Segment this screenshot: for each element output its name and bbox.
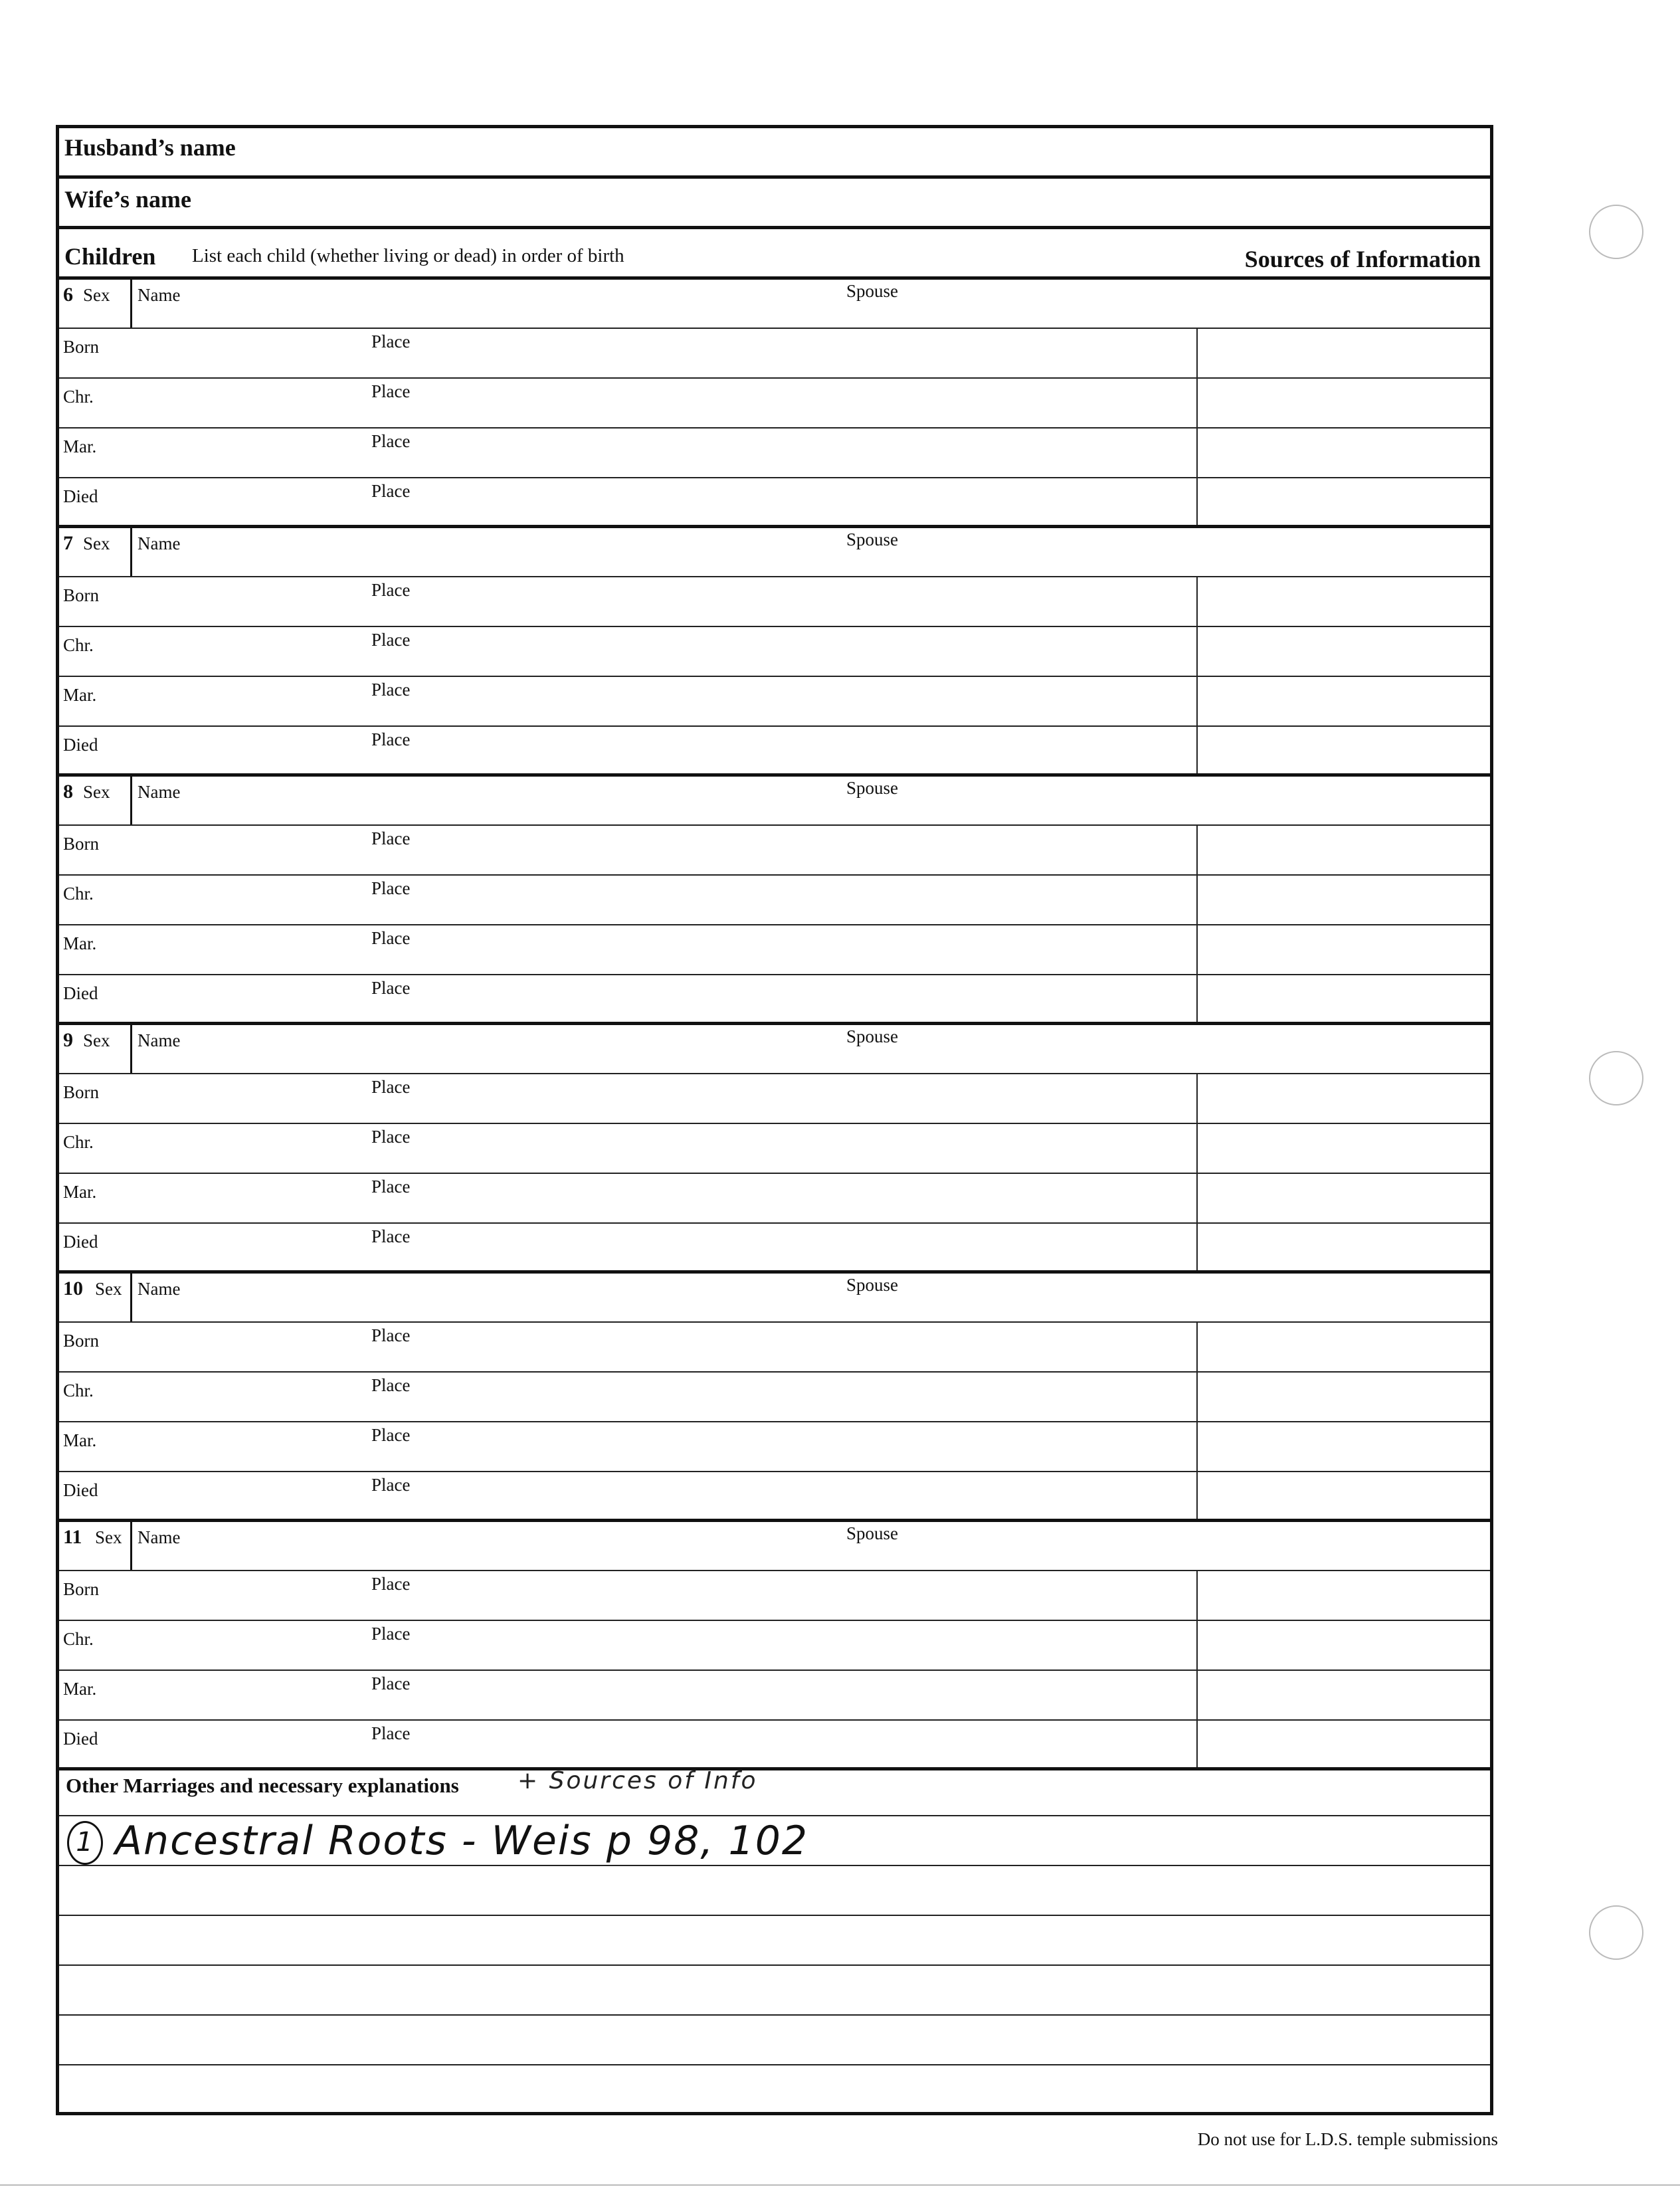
- spouse-label: Spouse: [846, 529, 899, 549]
- other-marriages-section[interactable]: [59, 1767, 1490, 2112]
- child-born-row[interactable]: [59, 1570, 1490, 1620]
- mar-label: Mar.: [63, 933, 97, 953]
- child-sex-field[interactable]: [59, 777, 132, 824]
- sex-label: Sex: [83, 285, 110, 305]
- mar-label: Mar.: [63, 685, 97, 705]
- sex-label: Sex: [83, 782, 110, 802]
- name-label: Name: [138, 1279, 181, 1299]
- born-label: Born: [63, 1579, 99, 1599]
- sources-column-divider: [1196, 1321, 1198, 1519]
- spouse-label: Spouse: [846, 1523, 899, 1543]
- child-number: 6: [63, 284, 73, 306]
- footer-disclaimer: Do not use for L.D.S. temple submissions: [1197, 2129, 1498, 2149]
- sources-of-information-label: Sources of Information: [1244, 246, 1481, 272]
- place-label: Place: [371, 828, 411, 848]
- note-line[interactable]: [59, 2064, 1490, 2065]
- chr-label: Chr.: [63, 635, 94, 655]
- place-label: Place: [371, 928, 411, 948]
- note-line[interactable]: [59, 1815, 1490, 1816]
- child-number: 9: [63, 1029, 73, 1051]
- other-marriages-title: Other Marriages and necessary explanations: [66, 1774, 459, 1797]
- place-label: Place: [371, 1177, 411, 1196]
- sex-label: Sex: [95, 1279, 122, 1299]
- child-died-row[interactable]: [59, 477, 1490, 527]
- name-label: Name: [138, 285, 181, 305]
- born-label: Born: [63, 337, 99, 357]
- mar-label: Mar.: [63, 1430, 97, 1450]
- child-died-row[interactable]: [59, 725, 1490, 775]
- born-label: Born: [63, 1082, 99, 1102]
- husband-name-label: Husband’s name: [64, 134, 236, 161]
- child-died-row[interactable]: [59, 1471, 1490, 1521]
- place-label: Place: [371, 1127, 411, 1147]
- name-label: Name: [138, 1030, 181, 1050]
- child-born-row[interactable]: [59, 1321, 1490, 1371]
- place-label: Place: [371, 1723, 411, 1743]
- wife-name-label: Wife’s name: [64, 186, 191, 213]
- place-label: Place: [371, 580, 411, 600]
- child-born-row[interactable]: [59, 328, 1490, 377]
- place-label: Place: [371, 431, 411, 451]
- child-mar-row[interactable]: [59, 676, 1490, 725]
- wife-name-field[interactable]: [59, 179, 1490, 229]
- entry-number: 1: [67, 1821, 103, 1865]
- place-label: Place: [371, 381, 411, 401]
- mar-label: Mar.: [63, 1679, 97, 1699]
- spouse-label: Spouse: [846, 281, 899, 301]
- child-sex-field[interactable]: [59, 280, 132, 328]
- child-number: 8: [63, 781, 73, 803]
- mar-label: Mar.: [63, 1182, 97, 1202]
- name-label: Name: [138, 533, 181, 553]
- binder-hole: [1589, 205, 1643, 259]
- chr-label: Chr.: [63, 1132, 94, 1152]
- note-line[interactable]: [59, 1865, 1490, 1866]
- place-label: Place: [371, 1673, 411, 1693]
- spouse-label: Spouse: [846, 1026, 899, 1046]
- place-label: Place: [371, 1226, 411, 1246]
- note-line[interactable]: [59, 1964, 1490, 1966]
- place-label: Place: [371, 630, 411, 650]
- sources-column-divider: [1196, 824, 1198, 1022]
- died-label: Died: [63, 1480, 98, 1500]
- place-label: Place: [371, 481, 411, 501]
- binder-hole: [1589, 1051, 1643, 1105]
- entry-text: Ancestral Roots - Weis p 98, 102: [115, 1818, 809, 1864]
- place-label: Place: [371, 1425, 411, 1445]
- handwritten-sources-note: + Sources of Info: [517, 1767, 758, 1794]
- sources-column-divider: [1196, 576, 1198, 773]
- died-label: Died: [63, 735, 98, 755]
- page-edge: [0, 2184, 1680, 2186]
- binder-hole: [1589, 1905, 1643, 1960]
- child-died-row[interactable]: [59, 1222, 1490, 1272]
- children-header: [59, 229, 1490, 280]
- sex-label: Sex: [83, 1030, 110, 1050]
- sex-label: Sex: [83, 533, 110, 553]
- child-died-row[interactable]: [59, 974, 1490, 1024]
- place-label: Place: [371, 1325, 411, 1345]
- name-label: Name: [138, 1527, 181, 1547]
- place-label: Place: [371, 680, 411, 700]
- spouse-label: Spouse: [846, 778, 899, 798]
- died-label: Died: [63, 486, 98, 506]
- place-label: Place: [371, 1475, 411, 1495]
- place-label: Place: [371, 1375, 411, 1395]
- chr-label: Chr.: [63, 1381, 94, 1400]
- note-line[interactable]: [59, 2014, 1490, 2016]
- child-entry: [59, 1274, 1490, 1522]
- child-died-row[interactable]: [59, 1719, 1490, 1769]
- died-label: Died: [63, 1232, 98, 1252]
- child-born-row[interactable]: [59, 576, 1490, 626]
- child-mar-row[interactable]: [59, 1173, 1490, 1222]
- children-instruction: List each child (whether living or dead) in order of birth: [192, 245, 624, 266]
- child-born-row[interactable]: [59, 824, 1490, 874]
- child-sex-field[interactable]: [59, 1522, 132, 1570]
- child-mar-row[interactable]: [59, 1670, 1490, 1719]
- place-label: Place: [371, 1574, 411, 1594]
- chr-label: Chr.: [63, 1629, 94, 1649]
- chr-label: Chr.: [63, 387, 94, 407]
- died-label: Died: [63, 1729, 98, 1749]
- child-number: 11: [63, 1526, 82, 1548]
- born-label: Born: [63, 585, 99, 605]
- child-born-row[interactable]: [59, 1073, 1490, 1123]
- child-sex-field[interactable]: [59, 1025, 132, 1073]
- place-label: Place: [371, 978, 411, 998]
- place-label: Place: [371, 878, 411, 898]
- sources-column-divider: [1196, 328, 1198, 525]
- child-entry: [59, 280, 1490, 528]
- husband-name-field[interactable]: [59, 128, 1490, 179]
- died-label: Died: [63, 983, 98, 1003]
- child-number: 10: [63, 1278, 83, 1299]
- child-sex-field[interactable]: [59, 528, 132, 576]
- born-label: Born: [63, 1331, 99, 1351]
- place-label: Place: [371, 1077, 411, 1097]
- child-chr-row[interactable]: [59, 1123, 1490, 1173]
- child-mar-row[interactable]: [59, 427, 1490, 477]
- child-entry: [59, 1025, 1490, 1274]
- mar-label: Mar.: [63, 436, 97, 456]
- place-label: Place: [371, 729, 411, 749]
- name-label: Name: [138, 782, 181, 802]
- child-chr-row[interactable]: [59, 1371, 1490, 1421]
- child-entry: [59, 528, 1490, 777]
- spouse-label: Spouse: [846, 1275, 899, 1295]
- chr-label: Chr.: [63, 884, 94, 904]
- sex-label: Sex: [95, 1527, 122, 1547]
- child-chr-row[interactable]: [59, 1620, 1490, 1670]
- born-label: Born: [63, 834, 99, 854]
- children-title: Children: [64, 243, 156, 270]
- child-chr-row[interactable]: [59, 626, 1490, 676]
- child-sex-field[interactable]: [59, 1274, 132, 1321]
- child-entry: [59, 777, 1490, 1025]
- sources-column-divider: [1196, 1570, 1198, 1767]
- child-mar-row[interactable]: [59, 924, 1490, 974]
- place-label: Place: [371, 332, 411, 351]
- child-mar-row[interactable]: [59, 1421, 1490, 1471]
- family-group-sheet: [56, 125, 1493, 2115]
- handwritten-source-entry: [67, 1818, 808, 1865]
- child-entry: [59, 1522, 1490, 1770]
- child-chr-row[interactable]: [59, 377, 1490, 427]
- place-label: Place: [371, 1624, 411, 1644]
- note-line[interactable]: [59, 1915, 1490, 1916]
- sources-column-divider: [1196, 1073, 1198, 1270]
- child-chr-row[interactable]: [59, 874, 1490, 924]
- child-number: 7: [63, 532, 73, 554]
